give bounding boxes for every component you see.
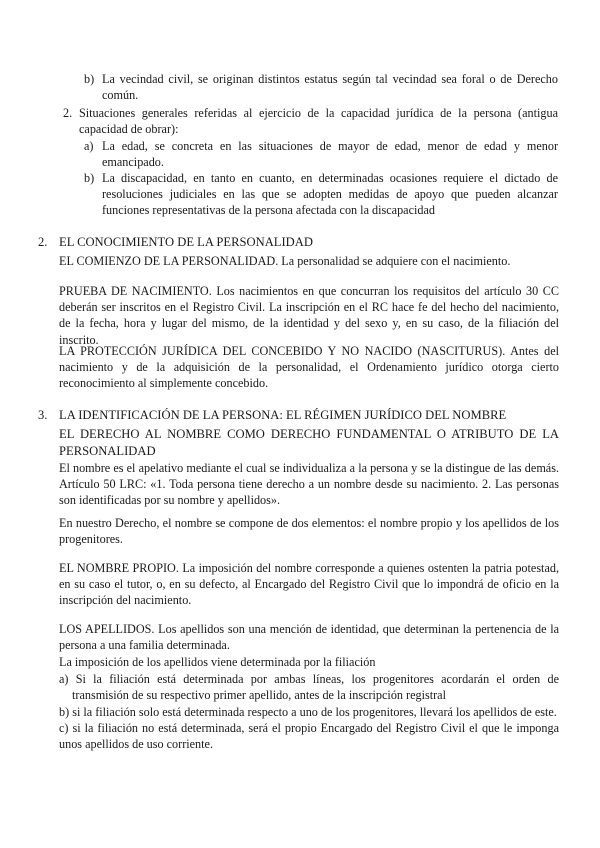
list-item-edad: La edad, se concreta en las situaciones de mayor de edad, menor de edad y menor emancipado.: [102, 139, 558, 170]
list-item-situaciones: Situaciones generales referidas al ejercicio de la capacidad jurídica de la persona (antigua capacidad de obrar):: [79, 106, 558, 137]
list-item-discapacidad: La discapacidad, en tanto en cuanto, en determinadas ocasiones requiere el dictado de resoluciones judiciales en las que se adopten medidas de apoyo que pueden alcanzar funciones representativas de la persona afectada con la discapacidad: [102, 171, 558, 218]
section-2-title: EL CONOCIMIENTO DE LA PERSONALIDAD: [59, 235, 313, 249]
comienzo-personalidad: EL COMIENZO DE LA PERSONALIDAD. La personalidad se adquiere con el nacimiento.: [59, 254, 511, 268]
derecho-nombre-subtitle: EL DERECHO AL NOMBRE COMO DERECHO FUNDAMENTAL O ATRIBUTO DE LA PERSONALIDAD: [59, 427, 559, 458]
proteccion-concebido: LA PROTECCIÓN JURÍDICA DEL CONCEBIDO Y NO NACIDO (NASCITURUS). Antes del nacimiento y de la adquisición de la personalidad, el Ordenamiento jurídico otorga cierto reconocimiento al simplemente concebido.: [59, 344, 559, 391]
prueba-nacimiento: PRUEBA DE NACIMIENTO. Los nacimientos en que concurran los requisitos del artículo 30 CC deberán ser inscritos en el Registro Civil. La inscripción en el RC hace fe del hecho del nacimiento, de la fecha, hora y lugar del mismo, de la identidad y del sexo y, en su caso, de la filiación del inscrito.: [59, 284, 559, 347]
list-label-b-discapacidad: b): [84, 171, 95, 185]
list-label-2: 2.: [63, 106, 73, 120]
nombre-apelativo: El nombre es el apelativo mediante el cual se individualiza a la persona y se la distingue de las demás. Artículo 50 LRC: «1. Toda persona tiene derecho a un nombre desde su nacimiento. 2. Las personas son identificadas por su nombre y apellidos».: [59, 461, 559, 508]
section-2-number: 2.: [38, 235, 48, 249]
list-item-vecindad: La vecindad civil, se originan distintos estatus según tal vecindad sea foral o de Derecho común.: [102, 72, 558, 103]
section-3-title: LA IDENTIFICACIÓN DE LA PERSONA: EL RÉGIMEN JURÍDICO DEL NOMBRE: [59, 408, 507, 422]
apellidos-caso-a: a) Si la filiación está determinada por ambas líneas, los progenitores acordarán el orden de transmisión de su respectivo primer apellido, antes de la inscripción registral: [59, 672, 559, 703]
apellidos-caso-c: c) si la filiación no está determinada, será el propio Encargado del Registro Civil el que le imponga unos apellidos de uso corriente.: [59, 721, 559, 752]
nombre-propio: EL NOMBRE PROPIO. La imposición del nombre corresponde a quienes ostenten la patria potestad, en su caso el tutor, o, en su defecto, al Encargado del Registro Civil que lo impondrá de oficio en la inscripción del nacimiento.: [59, 561, 559, 608]
imposicion-apellidos: La imposición de los apellidos viene determinada por la filiación: [59, 655, 376, 669]
list-label-a-edad: a): [84, 139, 94, 153]
apellidos-caso-b: b) si la filiación solo está determinada respecto a uno de los progenitores, llevará los apellidos de este.: [59, 705, 557, 719]
list-label-b: b): [84, 72, 95, 86]
apellidos: LOS APELLIDOS. Los apellidos son una mención de identidad, que determinan la pertenencia de la persona a una familia determinada.: [59, 622, 559, 653]
section-3-number: 3.: [38, 408, 48, 422]
nombre-elementos: En nuestro Derecho, el nombre se compone de dos elementos: el nombre propio y los apellidos de los progenitores.: [59, 516, 559, 547]
